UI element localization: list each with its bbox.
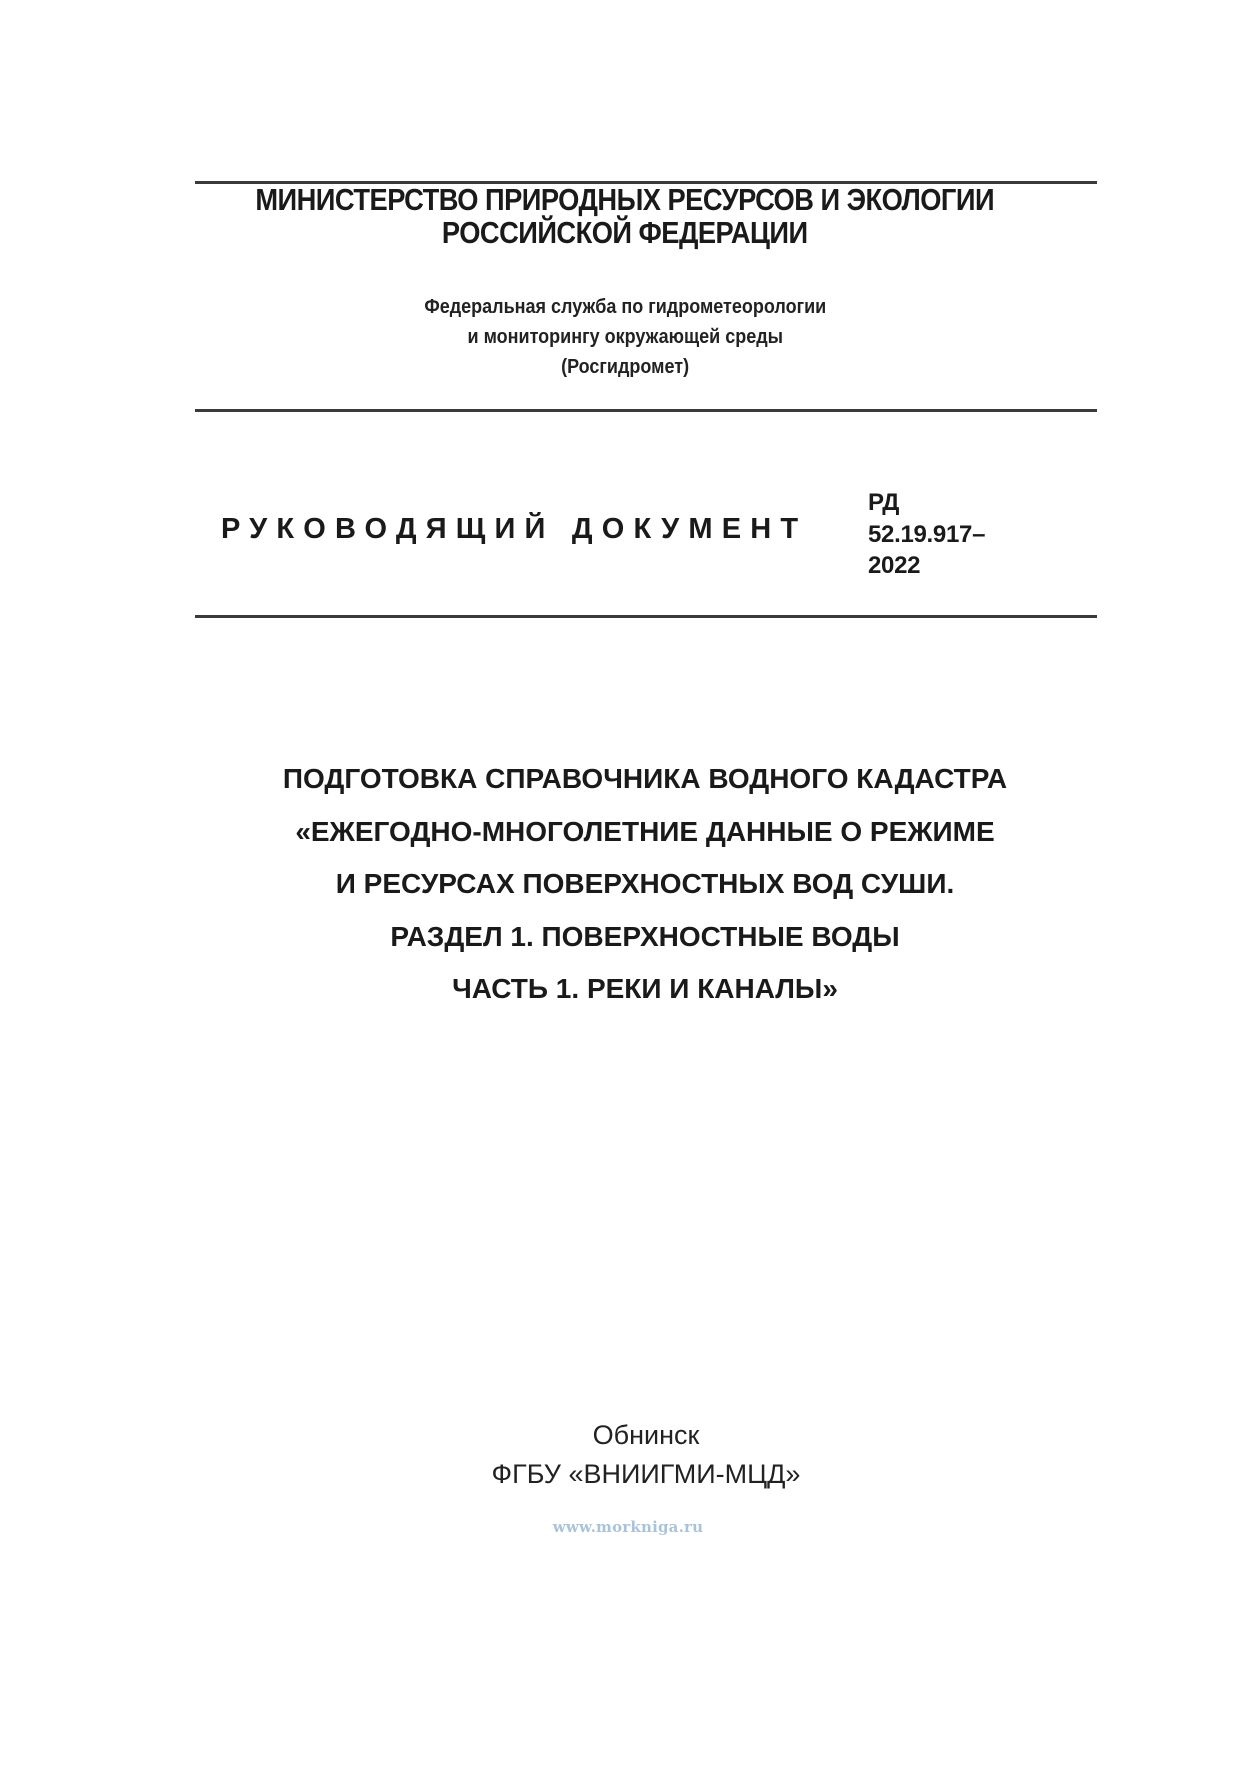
title-line-1: ПОДГОТОВКА СПРАВОЧНИКА ВОДНОГО КАДАСТРА	[282, 763, 1008, 794]
service-name-line-1	[0, 292, 1250, 322]
document-type-label: РУКОВОДЯЩИЙ ДОКУМЕНТ	[221, 513, 808, 545]
service-short-name	[0, 352, 1250, 382]
publication-city: Обнинск	[592, 1420, 700, 1450]
ministry-name-line-1	[0, 183, 1250, 216]
service-name-text-1: Федеральная служба по гидрометеорологии	[424, 296, 826, 318]
document-code	[868, 487, 985, 582]
title-line-2: «ЕЖЕГОДНО-МНОГОЛЕТНИЕ ДАННЫЕ О РЕЖИМЕ	[295, 815, 995, 847]
bottom-rule	[195, 615, 1097, 618]
document-title	[0, 753, 1250, 1016]
title-line-4: РАЗДЕЛ 1. ПОВЕРХНОСТНЫЕ ВОДЫ	[390, 920, 900, 952]
watermark-link: www.morkniga.ru	[552, 1518, 704, 1536]
title-line-3: И РЕСУРСАХ ПОВЕРХНОСТНЫХ ВОД СУШИ.	[335, 868, 955, 899]
service-short-name-text: (Росгидромет)	[561, 356, 689, 378]
document-code-year: 2022	[868, 552, 921, 579]
ministry-name-text-1: МИНИСТЕРСТВО ПРИРОДНЫХ РЕСУРСОВ И ЭКОЛОГИИ	[255, 182, 995, 217]
document-code-number: 52.19.917–	[868, 520, 986, 548]
middle-rule	[195, 409, 1097, 412]
ministry-name-line-2	[0, 216, 1250, 249]
service-name-text-2: и мониторингу окружающей среды	[467, 326, 783, 348]
document-code-prefix: РД	[868, 489, 899, 516]
ministry-name-text-2: РОССИЙСКОЙ ФЕДЕРАЦИИ	[442, 215, 808, 250]
title-line-5: ЧАСТЬ 1. РЕКИ И КАНАЛЫ»	[452, 973, 838, 1004]
publisher-name: ФГБУ «ВНИИГМИ-МЦД»	[491, 1459, 801, 1489]
service-name-line-2	[0, 322, 1250, 352]
